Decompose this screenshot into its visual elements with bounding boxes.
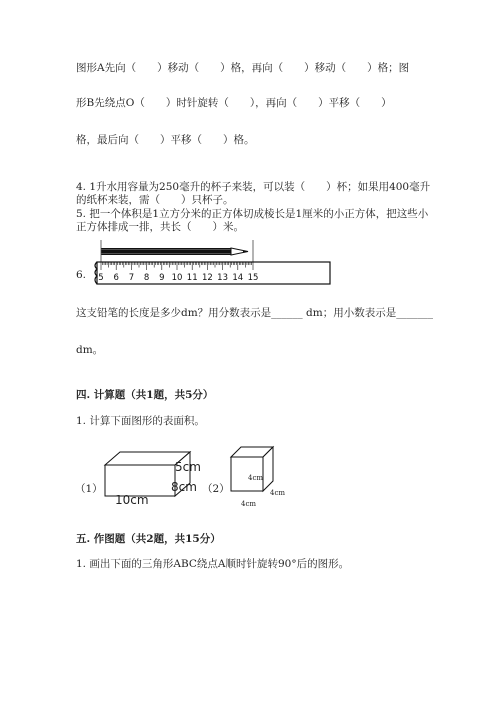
- section-4-question-1: 1. 计算下面图形的表面积。: [76, 415, 205, 427]
- question-6-line-2: dm。: [76, 344, 104, 356]
- ruler-label: 11: [186, 273, 198, 283]
- question-text-line-1: 图形A先向（ ）移动（ ）格，再向（ ）移动（ ）格；图: [76, 62, 410, 74]
- cube-bottom-label: 4cm: [241, 500, 257, 508]
- ruler-label: 14: [232, 273, 244, 283]
- question-5-line-2: 正方体排成一排，共长（ ）米。: [76, 221, 244, 233]
- pencil-icon: [101, 248, 248, 255]
- ruler-label: 15: [247, 273, 259, 283]
- section-5-heading: 五. 作图题（共2题，共15分）: [76, 533, 221, 545]
- ruler-label: 6: [113, 273, 119, 283]
- section-4-heading: 四. 计算题（共1题，共5分）: [76, 389, 214, 401]
- ruler-label: 7: [128, 273, 135, 283]
- ruler-label: 12: [201, 273, 213, 283]
- pencil-ruler-figure: [88, 238, 338, 288]
- figure-1-label: （1）: [75, 483, 103, 495]
- question-6-number: 6.: [76, 269, 87, 281]
- question-text-line-3: 格，最后向（ ）平移（ ）格。: [76, 134, 255, 146]
- question-6-line-1: 这支铅笔的长度是多少dm？用分数表示是______ dm；用小数表示是_______: [76, 307, 433, 319]
- ruler-label: 9: [159, 273, 165, 283]
- cuboid-length-label: 10cm: [115, 493, 149, 507]
- cube-side-label: 4cm: [248, 474, 264, 482]
- question-4-line-2: 的纸杯来装，需（ ）只杯子。: [76, 194, 234, 206]
- cube-depth-label: 4cm: [270, 489, 286, 497]
- section-5-question-1: 1. 画出下面的三角形ABC绕点A顺时针旋转90°后的图形。: [76, 558, 350, 570]
- figure-2-label: （2）: [202, 483, 230, 495]
- ruler-label: 13: [217, 273, 229, 283]
- ruler: [95, 262, 330, 284]
- question-5-line-1: 5. 把一个体积是1立方分米的正方体切成棱长是1厘米的小正方体，把这些小: [76, 208, 429, 220]
- question-text-line-2: 形B先绕点O（ ）时针旋转（ ），再向（ ）平移（ ）: [76, 97, 392, 109]
- cuboid-width-label: 8cm: [171, 480, 197, 494]
- ruler-label: 10: [171, 273, 183, 283]
- cuboid-height-label: 5cm: [175, 460, 201, 474]
- question-4-line-1: 4. 1升水用容量为250毫升的杯子来装，可以装（ ）杯；如果用400毫升: [76, 181, 431, 193]
- ruler-label: 8: [143, 273, 150, 283]
- ruler-label: 5: [98, 273, 104, 283]
